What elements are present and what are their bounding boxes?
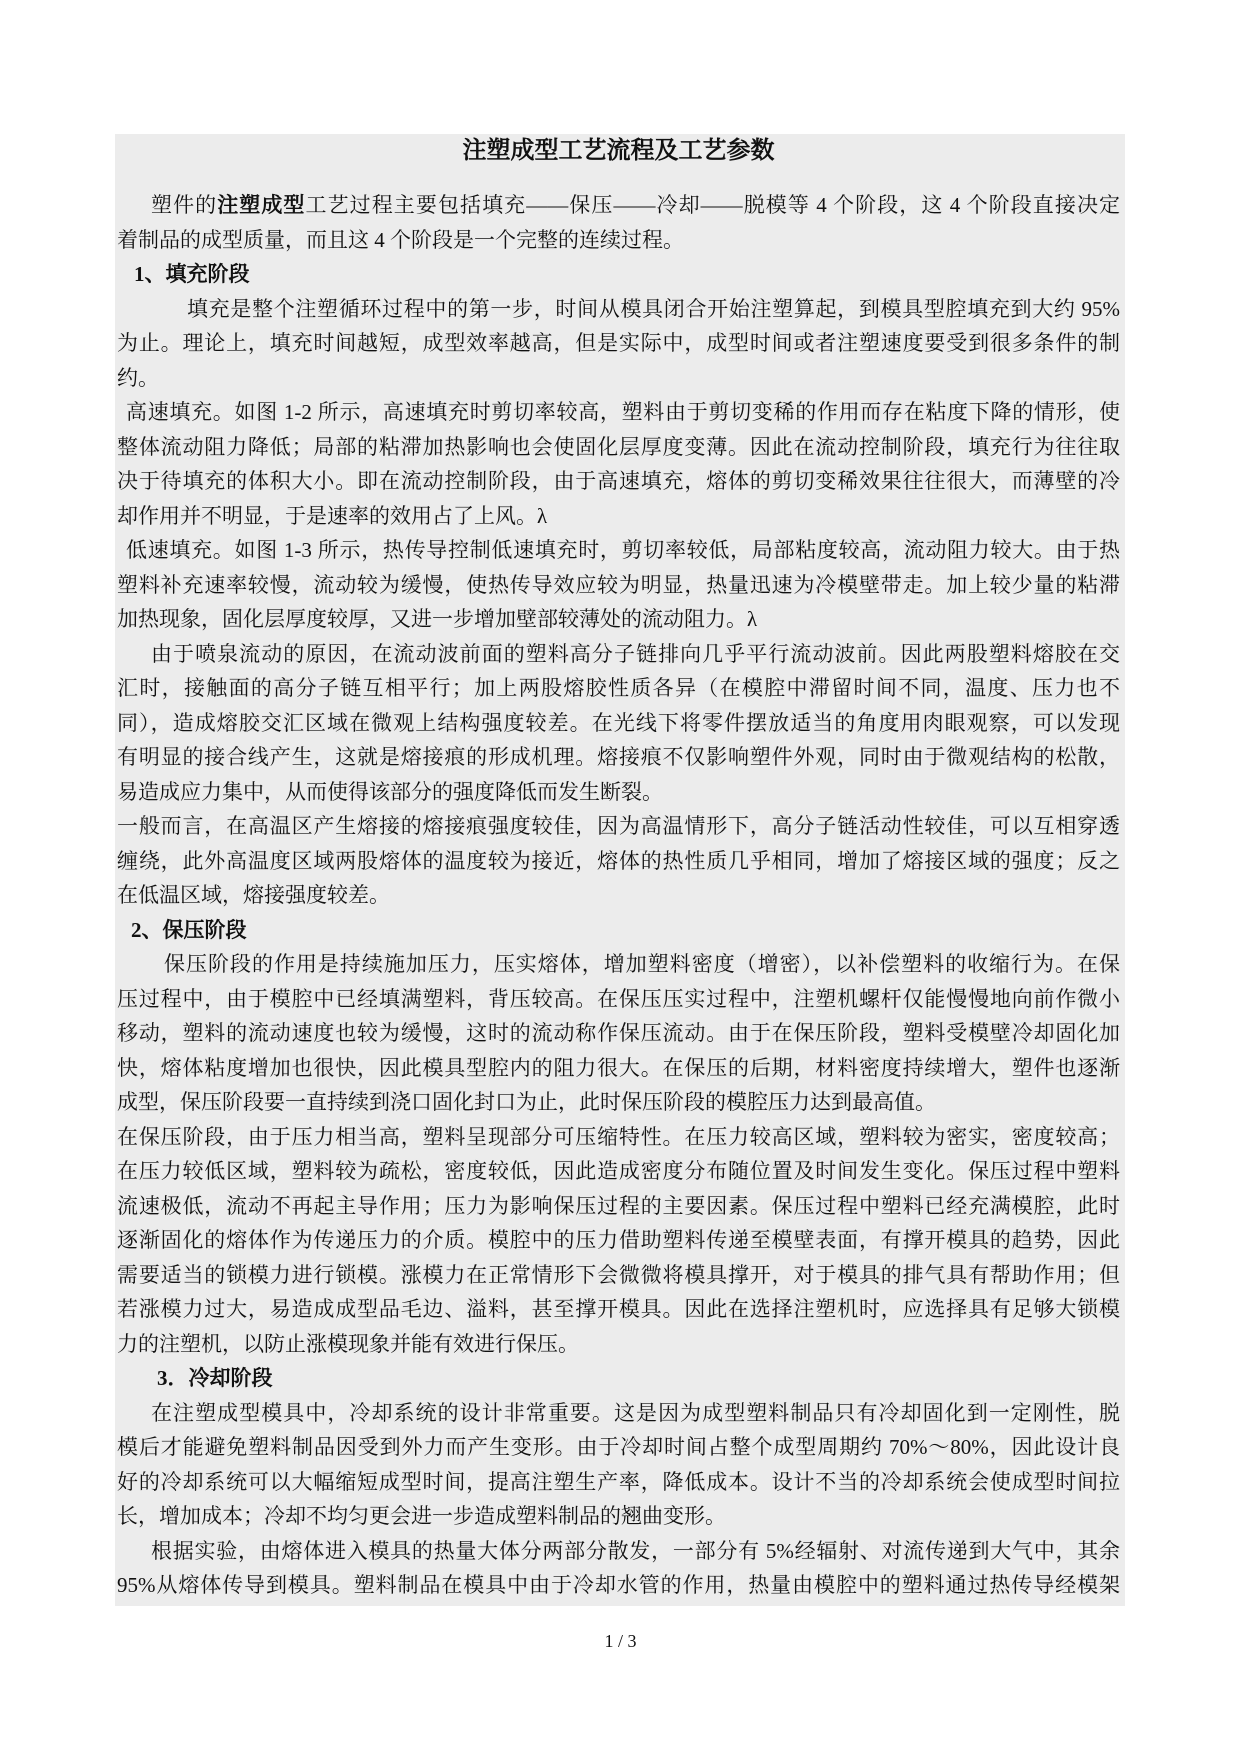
text-line: 缠绕，此外高温度区域两股熔体的温度较为接近，熔体的热性质几乎相同，增加了熔接区域的强度；反之 [117, 848, 1120, 873]
paragraph [117, 395, 1120, 533]
paragraph [117, 1396, 1120, 1534]
text-line: 好的冷却系统可以大幅缩短成型时间，提高注塑生产率，降低成本。设计不当的冷却系统会使成型时间拉 [117, 1469, 1120, 1494]
text-run: 塑件的 [151, 193, 218, 217]
text-line: 同），造成熔胶交汇区域在微观上结构强度较差。在光线下将零件摆放适当的角度用肉眼观察，可以发现 [117, 710, 1120, 735]
text-line: 快，熔体粘度增加也很快，因此模具型腔内的阻力很大。在保压的后期，材料密度持续增大，塑件也逐渐 [117, 1055, 1120, 1080]
text-line: 需要适当的锁模力进行锁模。涨模力在正常情形下会微微将模具撑开，对于模具的排气具有帮助作用；但 [117, 1262, 1120, 1287]
text-line: 在注塑成型模具中，冷却系统的设计非常重要。这是因为成型塑料制品只有冷却固化到一定刚性，脱 [151, 1400, 1120, 1425]
text-line: 塑料补充速率较慢，流动较为缓慢，使热传导效应较为明显，热量迅速为冷模壁带走。加上较少量的粘滞 [117, 572, 1120, 597]
content-area [115, 134, 1125, 1606]
section-heading: 1、填充阶段 [134, 262, 250, 286]
text-line: 根据实验，由熔体进入模具的热量大体分两部分散发，一部分有 5%经辐射、对流传递到大气中，其余 [151, 1538, 1120, 1563]
text-line: 加热现象，固化层厚度较厚，又进一步增加壁部较薄处的流动阻力。λ [117, 607, 758, 631]
text-line: 逐渐固化的熔体作为传递压力的介质。模腔中的压力借助塑料传递至模壁表面，有撑开模具的趋势，因此 [117, 1228, 1120, 1252]
text-line: 由于喷泉流动的原因，在流动波前面的塑料高分子链排向几乎平行流动波前。因此两股塑料熔胶在交 [151, 641, 1120, 666]
page-number: 1 / 3 [604, 1631, 637, 1651]
text-line: 在压力较低区域，塑料较为疏松，密度较低，因此造成密度分布随位置及时间发生变化。保压过程中塑料 [117, 1159, 1120, 1183]
text-line: 模后才能避免塑料制品因受到外力而产生变形。由于冷却时间占整个成型周期约 70%～80%，因此设计良 [117, 1435, 1120, 1459]
text-line: 有明显的接合线产生，这就是熔接痕的形成机理。熔接痕不仅影响塑件外观，同时由于微观结构的松散， [117, 745, 1120, 769]
text-line: 若涨模力过大，易造成成型品毛边、溢料，甚至撑开模具。因此在选择注塑机时，应选择具有足够大锁模 [117, 1297, 1120, 1321]
text-line: 成型，保压阶段要一直持续到浇口固化封口为止，此时保压阶段的模腔压力达到最高值。 [117, 1090, 936, 1114]
text-line: 保压阶段的作用是持续施加压力，压实熔体，增加塑料密度（增密），以补偿塑料的收缩行为。在保 [164, 952, 1120, 976]
text-line: 汇时，接触面的高分子链互相平行；加上两股熔胶性质各异（在模腔中滞留时间不同，温度、压力也不 [117, 676, 1120, 700]
text-line: 易造成应力集中，从而使得该部分的强度降低而发生断裂。 [117, 779, 663, 804]
text-line: 为止。理论上，填充时间越短，成型效率越高，但是实际中，成型时间或者注塑速度要受到很多条件的制 [117, 331, 1120, 355]
paragraph [117, 947, 1120, 1120]
paragraph [117, 1534, 1120, 1603]
paragraph [117, 637, 1120, 810]
text-line: 力的注塑机，以防止涨模现象并能有效进行保压。 [117, 1331, 579, 1356]
text-line: 高速填充。如图 1-2 所示，高速填充时剪切率较高，塑料由于剪切变稀的作用而存在粘度下降的情形，使 [126, 400, 1120, 424]
text-line: 整体流动阻力降低；局部的粘滞加热影响也会使固化层厚度变薄。因此在流动控制阶段，填充行为往往取 [117, 434, 1120, 459]
section-heading: 3．冷却阶段 [157, 1366, 273, 1390]
text-line: 95%从熔体传导到模具。塑料制品在模具中由于冷却水管的作用，热量由模腔中的塑料通过热传导经模架 [117, 1573, 1120, 1597]
text-line: 约。 [117, 365, 159, 390]
paragraph [117, 292, 1120, 396]
text-line: 填充是整个注塑循环过程中的第一步，时间从模具闭合开始注塑算起，到模具型腔填充到大约 95% [187, 296, 1120, 321]
text-line: 流速极低，流动不再起主导作用；压力为影响保压过程的主要因素。保压过程中塑料已经充满模腔，此时 [117, 1193, 1120, 1218]
document-title: 注塑成型工艺流程及工艺参数 [462, 138, 775, 164]
bold-term: 注塑成型 [217, 193, 306, 217]
text-line: 移动，塑料的流动速度也较为缓慢，这时的流动称作保压流动。由于在保压阶段，塑料受模壁冷却固化加 [117, 1021, 1120, 1045]
text-run: 工艺过程主要包括填充——保压——冷却——脱模等 4 个阶段，这 4 个阶段直接决定 [305, 193, 1120, 217]
text-line: 压过程中，由于模腔中已经填满塑料，背压较高。在保压压实过程中，注塑机螺杆仅能慢慢地向前作微小 [117, 986, 1120, 1011]
text-line: 长，增加成本；冷却不均匀更会进一步造成塑料制品的翘曲变形。 [117, 1504, 726, 1528]
text-line [117, 188, 1120, 223]
text-line: 着制品的成型质量，而且这 4 个阶段是一个完整的连续过程。 [117, 227, 684, 252]
text-line: 却作用并不明显，于是速率的效用占了上风。λ [117, 503, 548, 528]
section-heading: 2、保压阶段 [131, 917, 247, 942]
text-line: 在低温区域，熔接强度较差。 [117, 883, 390, 907]
text-line: 决于待填充的体积大小。即在流动控制阶段，由于高速填充，熔体的剪切变稀效果往往很大，而薄壁的冷 [117, 469, 1120, 493]
paragraph [117, 1120, 1120, 1362]
paragraph [117, 809, 1120, 913]
text-line: 在保压阶段，由于压力相当高，塑料呈现部分可压缩特性。在压力较高区域，塑料较为密实，密度较高； [117, 1124, 1120, 1149]
text-line: 低速填充。如图 1-3 所示，热传导控制低速填充时，剪切率较低，局部粘度较高，流动阻力较大。由于热 [126, 538, 1120, 562]
paragraph [117, 533, 1120, 637]
intro-paragraph [117, 188, 1120, 257]
text-line: 一般而言，在高温区产生熔接的熔接痕强度较佳，因为高温情形下，高分子链活动性较佳，可以互相穿透 [117, 814, 1120, 838]
